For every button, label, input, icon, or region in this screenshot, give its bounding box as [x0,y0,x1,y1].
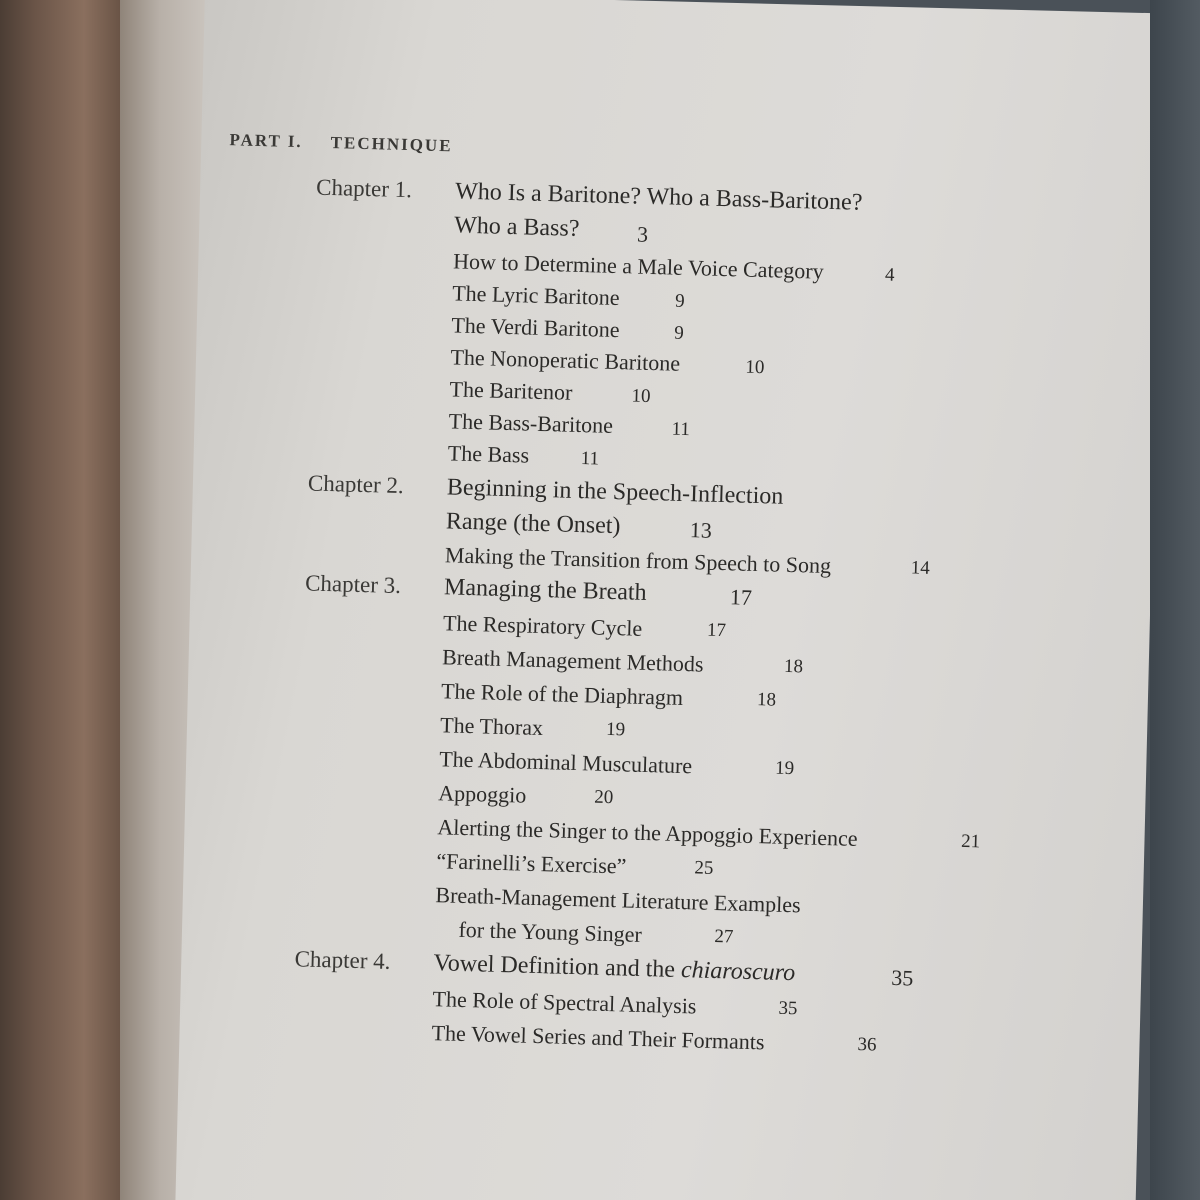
section-title: Appoggio [438,780,527,808]
part-title: TECHNIQUE [330,132,453,156]
section-title: Making the Transition from Speech to Song [444,542,832,579]
chapter-label: Chapter 1. [315,174,413,203]
chapter-title-line: Managing the Breath [443,574,647,606]
table-of-contents [198,122,1104,1106]
page-number: 10 [745,356,765,379]
page-number: 9 [673,322,685,344]
page-number: 11 [671,418,691,441]
chapter-label: Chapter 3. [304,570,402,599]
section-title: The Lyric Baritone [451,280,620,311]
section-title-line: Breath-Management Literature Examples [435,882,802,918]
section-title: The Baritenor [449,376,573,405]
chapter-title-line: Beginning in the Speech-Inflection [446,474,784,510]
chapter-title-italic: chiaroscuro [680,957,796,987]
page-number: 35 [778,997,798,1020]
page-number: 10 [631,385,651,407]
page-number: 20 [594,786,614,809]
section-title: The Vowel Series and Their Formants [431,1020,765,1055]
section-title: The Role of the Diaphragm [440,678,684,711]
section-title: The Respiratory Cycle [442,610,643,641]
chapter-title-line: Range (the Onset) [445,508,621,540]
page-number: 17 [729,584,753,610]
section-title: The Bass-Baritone [448,408,614,438]
page-number: 27 [714,925,734,948]
section-title: The Nonoperatic Baritone [450,344,681,376]
section-title-line: for the Young Singer [458,916,643,947]
page-number: 17 [706,619,727,642]
chapter-title [433,950,795,987]
chapter-title-line: Who a Bass? [453,212,580,242]
chapter-label: Chapter 4. [294,946,391,974]
page-number: 14 [910,557,931,579]
section-title: The Thorax [439,712,544,741]
section-title: Alerting the Singer to the Appoggio Experience [437,814,858,851]
chapter-label: Chapter 2. [307,470,405,499]
page-number: 19 [605,718,626,741]
page-number: 19 [774,757,795,780]
part-label: PART I. [229,130,303,152]
page-number: 9 [674,290,685,312]
part-heading [229,130,453,156]
page-number: 4 [884,264,895,286]
page-number: 36 [857,1034,877,1056]
page-number: 21 [960,830,981,853]
chapter-title-plain: Vowel Definition and the [433,950,682,984]
page-number: 13 [689,517,713,543]
page-number: 18 [756,689,777,711]
page-number: 35 [891,964,914,991]
page-number: 25 [694,857,714,879]
section-title: How to Determine a Male Voice Category [452,248,825,284]
section-title: The Abdominal Musculature [438,746,693,779]
section-title: The Role of Spectral Analysis [432,986,697,1019]
page-number: 18 [783,655,804,678]
section-title: The Bass [447,440,530,468]
section-title: “Farinelli’s Exercise” [436,848,627,879]
chapter-title-line: Who Is a Baritone? Who a Bass-Baritone? [454,178,863,216]
book-spine-shadow [0,0,120,1200]
page-number: 11 [580,448,600,470]
section-title: The Verdi Baritone [451,312,620,343]
table-background [1150,0,1200,1200]
page-number: 3 [636,221,649,247]
section-title: Breath Management Methods [441,644,704,677]
